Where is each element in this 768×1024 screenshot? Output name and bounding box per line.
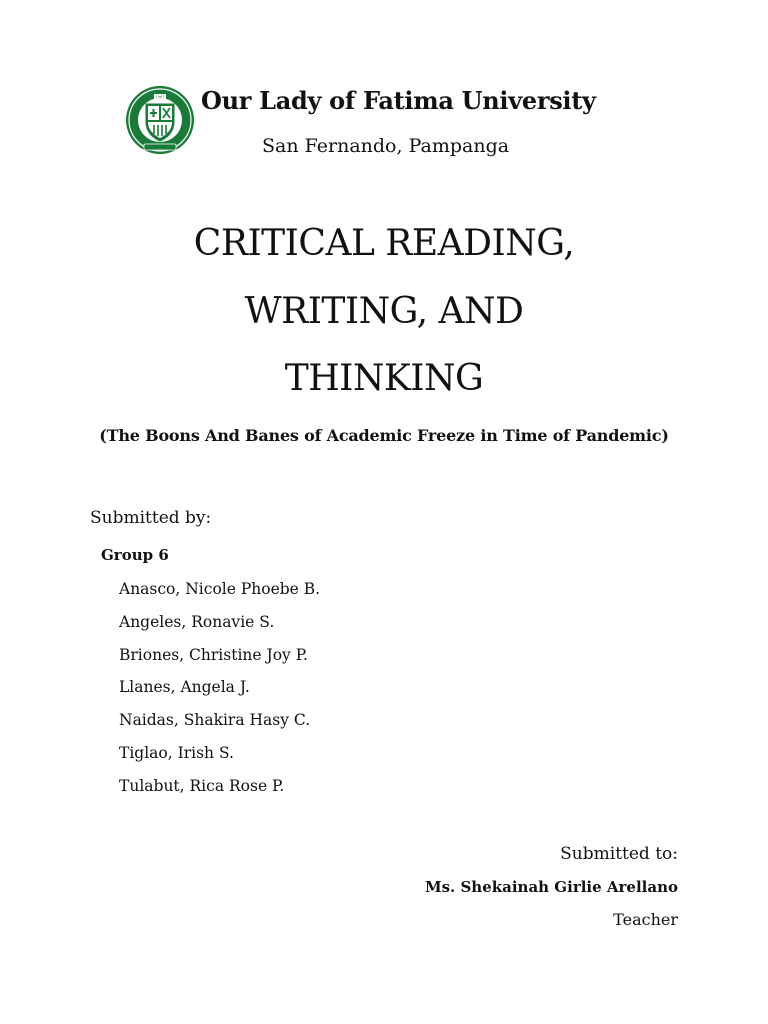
member-name: Angeles, Ronavie S.: [119, 612, 275, 631]
teacher-role: Teacher: [613, 910, 678, 929]
member-name: Anasco, Nicole Phoebe B.: [119, 580, 321, 598]
submitted-to-label: Submitted to:: [560, 844, 678, 864]
member-name: Tiglao, Irish S.: [119, 743, 234, 762]
title-line-1: CRITICAL READING,: [193, 223, 575, 264]
university-name: Our Lady of Fatima University: [201, 86, 596, 115]
member-list: [119, 576, 320, 806]
university-seal-icon: [124, 82, 196, 160]
subtitle: (The Boons And Banes of Academic Freeze in Time of Pandemic): [99, 426, 669, 445]
submitted-by-label: Submitted by:: [90, 508, 212, 528]
title-line-2: WRITING, AND: [244, 291, 524, 332]
member-name: Naidas, Shakira Hasy C.: [119, 711, 311, 730]
member-name: Tulabut, Rica Rose P.: [119, 776, 285, 795]
title-line-3: THINKING: [284, 358, 484, 399]
university-header: [124, 82, 684, 162]
group-label: Group 6: [101, 546, 169, 564]
university-location: San Fernando, Pampanga: [262, 135, 510, 157]
member-name: Briones, Christine Joy P.: [119, 645, 308, 664]
teacher-name: Ms. Shekainah Girlie Arellano: [424, 878, 678, 896]
member-name: Llanes, Angela J.: [119, 678, 250, 697]
submitted-to-block: [425, 840, 678, 936]
svg-text:1967: 1967: [155, 95, 165, 100]
